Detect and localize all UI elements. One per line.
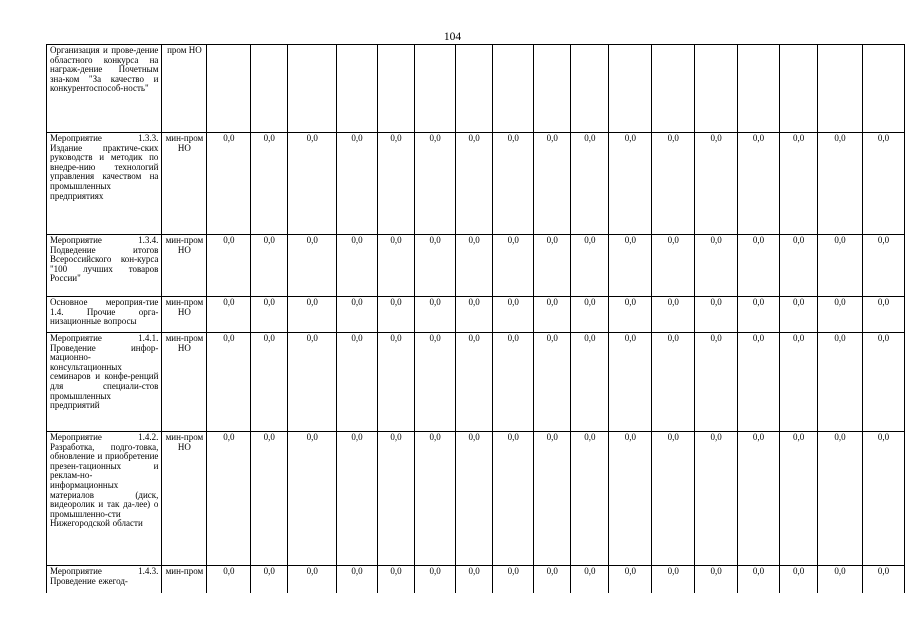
- value-cell: 0,0: [738, 133, 780, 235]
- value-cell: 0,0: [207, 133, 251, 235]
- value-cell: [415, 45, 456, 133]
- value-cell: 0,0: [534, 235, 571, 297]
- value-cell: 0,0: [456, 235, 493, 297]
- value-cell: 0,0: [738, 297, 780, 333]
- value-cell: 0,0: [862, 566, 904, 593]
- value-cell: 0,0: [337, 297, 378, 333]
- value-cell: 0,0: [288, 297, 337, 333]
- value-cell: [456, 45, 493, 133]
- value-cell: 0,0: [652, 432, 695, 566]
- value-cell: 0,0: [652, 297, 695, 333]
- value-cell: 0,0: [493, 235, 534, 297]
- value-cell: 0,0: [337, 432, 378, 566]
- value-cell: 0,0: [207, 432, 251, 566]
- value-cell: 0,0: [571, 297, 609, 333]
- value-cell: 0,0: [415, 566, 456, 593]
- value-cell: [738, 45, 780, 133]
- value-cell: 0,0: [695, 432, 738, 566]
- value-cell: 0,0: [534, 333, 571, 432]
- activity-cell: Мероприятие 1.4.3. Проведение ежегод-: [47, 566, 162, 593]
- value-cell: 0,0: [695, 333, 738, 432]
- value-cell: 0,0: [377, 432, 414, 566]
- executor-cell: мин-пром НО: [162, 333, 207, 432]
- value-cell: 0,0: [818, 566, 863, 593]
- value-cell: 0,0: [609, 133, 652, 235]
- value-cell: 0,0: [571, 333, 609, 432]
- value-cell: 0,0: [780, 432, 818, 566]
- value-cell: 0,0: [415, 133, 456, 235]
- table-row: [47, 235, 905, 297]
- value-cell: 0,0: [780, 235, 818, 297]
- table-row: [47, 297, 905, 333]
- executor-cell: мин-пром НО: [162, 133, 207, 235]
- value-cell: 0,0: [251, 333, 288, 432]
- value-cell: 0,0: [251, 432, 288, 566]
- value-cell: [609, 45, 652, 133]
- executor-cell: мин-пром НО: [162, 432, 207, 566]
- value-cell: [818, 45, 863, 133]
- value-cell: 0,0: [251, 566, 288, 593]
- value-cell: 0,0: [534, 566, 571, 593]
- value-cell: 0,0: [534, 297, 571, 333]
- value-cell: 0,0: [695, 297, 738, 333]
- value-cell: 0,0: [571, 432, 609, 566]
- value-cell: 0,0: [337, 235, 378, 297]
- value-cell: [780, 45, 818, 133]
- value-cell: 0,0: [207, 566, 251, 593]
- value-cell: 0,0: [377, 235, 414, 297]
- value-cell: 0,0: [456, 297, 493, 333]
- value-cell: 0,0: [377, 297, 414, 333]
- value-cell: 0,0: [652, 133, 695, 235]
- table-row: [47, 45, 905, 133]
- value-cell: 0,0: [652, 235, 695, 297]
- executor-cell: мин-пром: [162, 566, 207, 593]
- value-cell: 0,0: [652, 566, 695, 593]
- value-cell: 0,0: [493, 333, 534, 432]
- value-cell: 0,0: [534, 432, 571, 566]
- value-cell: [534, 45, 571, 133]
- activity-cell: Организация и прове-дение областного конкурса на награж-дение Почетным зна-ком "За качество и конкурентоспособ-ность": [47, 45, 162, 133]
- value-cell: 0,0: [609, 235, 652, 297]
- value-cell: 0,0: [818, 133, 863, 235]
- executor-cell: пром НО: [162, 45, 207, 133]
- value-cell: 0,0: [415, 297, 456, 333]
- value-cell: 0,0: [288, 566, 337, 593]
- table-row: [47, 432, 905, 566]
- value-cell: 0,0: [288, 432, 337, 566]
- value-cell: 0,0: [493, 297, 534, 333]
- value-cell: 0,0: [609, 297, 652, 333]
- value-cell: 0,0: [207, 235, 251, 297]
- value-cell: 0,0: [377, 133, 414, 235]
- program-table: [46, 44, 905, 593]
- value-cell: 0,0: [207, 333, 251, 432]
- value-cell: [652, 45, 695, 133]
- value-cell: [493, 45, 534, 133]
- value-cell: 0,0: [456, 133, 493, 235]
- value-cell: 0,0: [571, 235, 609, 297]
- value-cell: 0,0: [251, 297, 288, 333]
- activity-cell: Мероприятие 1.3.4. Подведение итогов Всероссийского кон-курса "100 лучших товаров России": [47, 235, 162, 297]
- value-cell: 0,0: [377, 333, 414, 432]
- value-cell: 0,0: [415, 235, 456, 297]
- value-cell: 0,0: [251, 235, 288, 297]
- value-cell: 0,0: [337, 566, 378, 593]
- table-row: [47, 133, 905, 235]
- value-cell: 0,0: [862, 333, 904, 432]
- value-cell: [695, 45, 738, 133]
- value-cell: 0,0: [609, 432, 652, 566]
- value-cell: [377, 45, 414, 133]
- value-cell: 0,0: [415, 333, 456, 432]
- value-cell: [288, 45, 337, 133]
- value-cell: 0,0: [738, 566, 780, 593]
- value-cell: [207, 45, 251, 133]
- value-cell: 0,0: [818, 432, 863, 566]
- value-cell: 0,0: [493, 432, 534, 566]
- value-cell: 0,0: [493, 133, 534, 235]
- activity-cell: Основное мероприя-тие 1.4. Прочие орга-низационные вопросы: [47, 297, 162, 333]
- value-cell: 0,0: [818, 297, 863, 333]
- value-cell: 0,0: [288, 333, 337, 432]
- value-cell: 0,0: [780, 333, 818, 432]
- value-cell: 0,0: [493, 566, 534, 593]
- value-cell: 0,0: [251, 133, 288, 235]
- value-cell: 0,0: [571, 566, 609, 593]
- value-cell: 0,0: [818, 333, 863, 432]
- value-cell: 0,0: [818, 235, 863, 297]
- value-cell: 0,0: [337, 333, 378, 432]
- value-cell: 0,0: [862, 297, 904, 333]
- value-cell: 0,0: [862, 133, 904, 235]
- value-cell: 0,0: [534, 133, 571, 235]
- value-cell: 0,0: [780, 297, 818, 333]
- table-row: [47, 566, 905, 593]
- value-cell: 0,0: [652, 333, 695, 432]
- table-body: [47, 45, 905, 593]
- value-cell: 0,0: [862, 235, 904, 297]
- value-cell: 0,0: [456, 432, 493, 566]
- value-cell: 0,0: [288, 133, 337, 235]
- value-cell: 0,0: [695, 566, 738, 593]
- value-cell: 0,0: [780, 133, 818, 235]
- value-cell: 0,0: [415, 432, 456, 566]
- value-cell: 0,0: [337, 133, 378, 235]
- table-row: [47, 333, 905, 432]
- value-cell: 0,0: [695, 133, 738, 235]
- value-cell: 0,0: [207, 297, 251, 333]
- value-cell: 0,0: [738, 235, 780, 297]
- activity-cell: Мероприятие 1.3.3. Издание практиче-ских руководств и методик по внедре-нию технологий управления качеством на промышленных предприятиях: [47, 133, 162, 235]
- value-cell: 0,0: [288, 235, 337, 297]
- value-cell: 0,0: [609, 566, 652, 593]
- value-cell: [571, 45, 609, 133]
- activity-cell: Мероприятие 1.4.2. Разработка, подго-товка, обновление и приобретение презен-тационных и реклам-но-информационных материалов (диск, видеоролик и так да-лее) о промышленно-сти Нижегородской области: [47, 432, 162, 566]
- value-cell: 0,0: [571, 133, 609, 235]
- value-cell: [337, 45, 378, 133]
- value-cell: 0,0: [738, 333, 780, 432]
- value-cell: [862, 45, 904, 133]
- value-cell: 0,0: [377, 566, 414, 593]
- value-cell: 0,0: [738, 432, 780, 566]
- value-cell: 0,0: [456, 333, 493, 432]
- value-cell: 0,0: [780, 566, 818, 593]
- executor-cell: мин-пром НО: [162, 297, 207, 333]
- value-cell: 0,0: [695, 235, 738, 297]
- page-number: 104: [443, 31, 462, 43]
- value-cell: 0,0: [456, 566, 493, 593]
- activity-cell: Мероприятие 1.4.1. Проведение инфор-мационно-консультационных семинаров и конфе-ренций для специали-стов промышленных предприятий: [47, 333, 162, 432]
- executor-cell: мин-пром НО: [162, 235, 207, 297]
- value-cell: 0,0: [862, 432, 904, 566]
- value-cell: 0,0: [609, 333, 652, 432]
- value-cell: [251, 45, 288, 133]
